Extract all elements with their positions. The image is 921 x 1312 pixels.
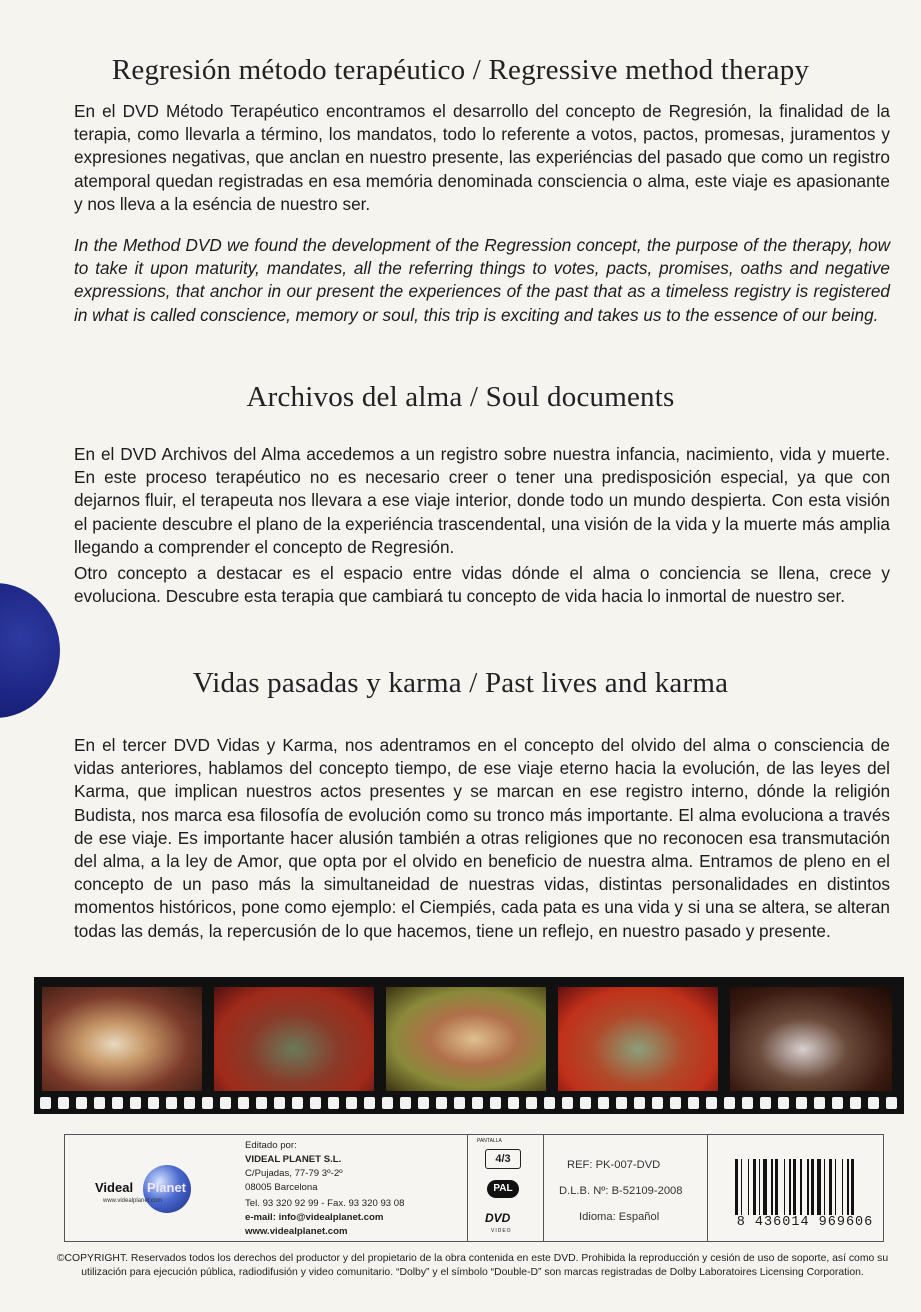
film-perforation bbox=[202, 1097, 213, 1109]
divider bbox=[467, 1135, 468, 1241]
film-perforation bbox=[652, 1097, 663, 1109]
aspect-ratio-badge: 4/3 bbox=[485, 1149, 521, 1169]
barcode-bar bbox=[835, 1159, 837, 1215]
barcode-bar bbox=[817, 1159, 822, 1215]
publisher-phone: Tel. 93 320 92 99 - Fax. 93 320 93 08 bbox=[245, 1198, 405, 1209]
film-perforation bbox=[562, 1097, 573, 1109]
film-perforation bbox=[850, 1097, 861, 1109]
barcode-bar bbox=[851, 1159, 854, 1215]
barcode-bar bbox=[784, 1159, 786, 1215]
barcode-bar bbox=[824, 1159, 826, 1215]
film-perforation bbox=[580, 1097, 591, 1109]
film-frame-3 bbox=[386, 987, 546, 1091]
filmstrip bbox=[34, 977, 904, 1114]
film-perforation bbox=[688, 1097, 699, 1109]
barcode-bar bbox=[771, 1159, 773, 1215]
film-perforation bbox=[886, 1097, 897, 1109]
publisher-web: www.videalplanet.com bbox=[245, 1226, 348, 1237]
publisher-info-box bbox=[64, 1134, 884, 1242]
language: Idioma: Español bbox=[579, 1211, 660, 1223]
screen-label: PANTALLA bbox=[477, 1138, 502, 1144]
legal-deposit: D.L.B. Nº: B-52109-2008 bbox=[559, 1185, 683, 1197]
film-perforation bbox=[328, 1097, 339, 1109]
film-perforation bbox=[148, 1097, 159, 1109]
barcode-bar bbox=[753, 1159, 756, 1215]
film-perforation bbox=[220, 1097, 231, 1109]
barcode-bar bbox=[789, 1159, 791, 1215]
section-text-regression-en: In the Method DVD we found the development of the Regression concept, the purpose of the therapy, how to take it upon maturity, mandates, all the referring things to votes, pacts, promises, oaths and negative expressions, that anchor in our present the experiences of the past that as a timeless registry is registered in what is called conscience, memory or soul, this trip is exciting and takes us to the essence of our being. bbox=[74, 235, 890, 325]
dvd-video-sub: VIDEO bbox=[491, 1228, 512, 1234]
film-perforation bbox=[526, 1097, 537, 1109]
logo-text-planet: Planet bbox=[147, 1180, 187, 1195]
film-frame-1 bbox=[42, 987, 202, 1091]
publisher-company: VIDEAL PLANET S.L. bbox=[245, 1154, 342, 1165]
barcode bbox=[735, 1159, 875, 1215]
film-perforation bbox=[310, 1097, 321, 1109]
section-text-soul-documents-es2: Otro concepto a destacar es el espacio entre vidas dónde el alma o conciencia se llena, crece y evoluciona. Descubre esta terapia que cambiará tu concepto de vida hacia lo inmortal de nuestro ser. bbox=[74, 563, 890, 607]
section-text-soul-documents-es: En el DVD Archivos del Alma accedemos a un registro sobre nuestra infancia, nacimiento, vida y muerte. En este proceso terapéutico no es necesario creer o tener una predisposición especial, ya que con dejarnos fluir, el terapeuta nos llevara a ese viaje interior, donde todo un mundo despierta. Con esta visión el paciente descubre el plano de la experiéncia trascendental, una visión de la vida y la muerte más amplia llegando a comprender el concepto de Regresión. bbox=[74, 444, 890, 557]
film-perforation bbox=[292, 1097, 303, 1109]
barcode-bar bbox=[759, 1159, 761, 1215]
logo-url: www.videalplanet.com bbox=[103, 1198, 163, 1204]
videal-planet-logo bbox=[95, 1165, 210, 1215]
film-perforation bbox=[832, 1097, 843, 1109]
divider bbox=[543, 1135, 544, 1241]
film-perforation bbox=[454, 1097, 465, 1109]
film-perforation bbox=[112, 1097, 123, 1109]
film-perforation bbox=[274, 1097, 285, 1109]
film-perforation bbox=[706, 1097, 717, 1109]
film-perforation bbox=[634, 1097, 645, 1109]
film-perforation bbox=[400, 1097, 411, 1109]
film-perforation bbox=[724, 1097, 735, 1109]
pal-badge: PAL bbox=[487, 1180, 519, 1198]
barcode-bar bbox=[763, 1159, 768, 1215]
barcode-bar bbox=[829, 1159, 832, 1215]
section-title-regression: Regresión método terapéutico / Regressive method therapy bbox=[111, 54, 810, 86]
film-perforation bbox=[544, 1097, 555, 1109]
film-frame-4 bbox=[558, 987, 718, 1091]
film-perforation bbox=[436, 1097, 447, 1109]
film-frame-5 bbox=[730, 987, 892, 1091]
publisher-edited-by: Editado por: bbox=[245, 1140, 297, 1151]
film-perforation bbox=[418, 1097, 429, 1109]
film-perforation bbox=[58, 1097, 69, 1109]
section-title-past-lives: Vidas pasadas y karma / Past lives and karma bbox=[192, 667, 729, 699]
barcode-bar bbox=[800, 1159, 802, 1215]
barcode-bar bbox=[748, 1159, 750, 1215]
film-perforation bbox=[256, 1097, 267, 1109]
barcode-bar bbox=[775, 1159, 778, 1215]
barcode-bar bbox=[842, 1159, 844, 1215]
barcode-bar bbox=[811, 1159, 814, 1215]
film-frame-2 bbox=[214, 987, 374, 1091]
film-perforation bbox=[598, 1097, 609, 1109]
film-perforation bbox=[670, 1097, 681, 1109]
film-perforation bbox=[814, 1097, 825, 1109]
film-perforation bbox=[796, 1097, 807, 1109]
barcode-bar bbox=[807, 1159, 809, 1215]
copyright-notice: ©COPYRIGHT. Reservados todos los derechos del productor y del propietario de la obra contenida en este DVD. Prohibida la reproducción y cesión de uso de soporte, así como su utilización para ejecución pública, radiodifusión y video comunitario. “Dolby” y el símbolo “Double-D” son marcas registradas de Dolby Laboratoires Licensing Corporation. bbox=[56, 1253, 889, 1278]
barcode-bar bbox=[793, 1159, 796, 1215]
film-perforation bbox=[760, 1097, 771, 1109]
barcode-number: 8 436014 969606 bbox=[736, 1215, 874, 1230]
film-perforation bbox=[364, 1097, 375, 1109]
divider bbox=[707, 1135, 708, 1241]
film-perforation bbox=[130, 1097, 141, 1109]
film-perforation bbox=[616, 1097, 627, 1109]
film-perforation bbox=[184, 1097, 195, 1109]
film-perforation bbox=[490, 1097, 501, 1109]
film-perforation bbox=[778, 1097, 789, 1109]
publisher-email: e-mail: info@videalplanet.com bbox=[245, 1212, 384, 1223]
film-perforation bbox=[238, 1097, 249, 1109]
dvd-video-logo: DVD bbox=[485, 1211, 511, 1225]
logo-text-videal: Videal bbox=[95, 1180, 134, 1195]
barcode-bar bbox=[847, 1159, 849, 1215]
film-perforation bbox=[166, 1097, 177, 1109]
barcode-bar bbox=[741, 1159, 743, 1215]
film-perforation bbox=[40, 1097, 51, 1109]
film-perforation bbox=[76, 1097, 87, 1109]
ref-code: REF: PK-007-DVD bbox=[567, 1159, 661, 1171]
film-perforation bbox=[868, 1097, 879, 1109]
section-text-regression-es: En el DVD Método Terapéutico encontramos el desarrollo del concepto de Regresión, la finalidad de la terapia, como llevarla a término, los mandatos, todo lo referente a votos, pactos, promesas, juramentos y expresiones negativas, que anclan en nuestro presente, las experiéncias del pasado que como un registro atemporal quedan registradas en esa memória denominada consciencia o alma, este viaje es apasionante y nos lleva a la eséncia de nuestro ser. bbox=[74, 101, 890, 214]
film-perforation bbox=[508, 1097, 519, 1109]
film-perforation bbox=[382, 1097, 393, 1109]
film-perforation bbox=[94, 1097, 105, 1109]
section-text-past-lives-es: En el tercer DVD Vidas y Karma, nos adentramos en el concepto del olvido del alma o consciencia de vidas anteriores, hablamos del concepto tiempo, de ese viaje eterno hacia la evolución, de las leyes del Karma, que implican nuestros actos presentes y se marcan en ese registro interno, dónde la religión Budista, nos marca esa filosofía de evolución como su tronco más importante. El alma evoluciona a través de ese viaje. Es importante hacer alusión también a otras religiones que no reconocen esa transmutación del alma, a la ley de Amor, que opta por el olvido en beneficio de nuestra alma. Entramos de pleno en el concepto de un paso más la simultaneidad de nuestras vidas, distintas personalidades en distintos momentos históricos, pone como ejemplo: el Ciempiés, cada pata es una vida y si una se altera, se alteran todas las demás, la repercusión de lo que hacemos, tiene un reflejo, en nuestro pasado y presente. bbox=[74, 735, 890, 941]
barcode-bar bbox=[735, 1159, 738, 1215]
section-title-soul-documents: Archivos del alma / Soul documents bbox=[246, 381, 675, 413]
film-perforation bbox=[742, 1097, 753, 1109]
film-perforation bbox=[346, 1097, 357, 1109]
publisher-city: 08005 Barcelona bbox=[245, 1182, 318, 1193]
film-perforation bbox=[472, 1097, 483, 1109]
publisher-street: C/Pujadas, 77-79 3º-2º bbox=[245, 1168, 343, 1179]
